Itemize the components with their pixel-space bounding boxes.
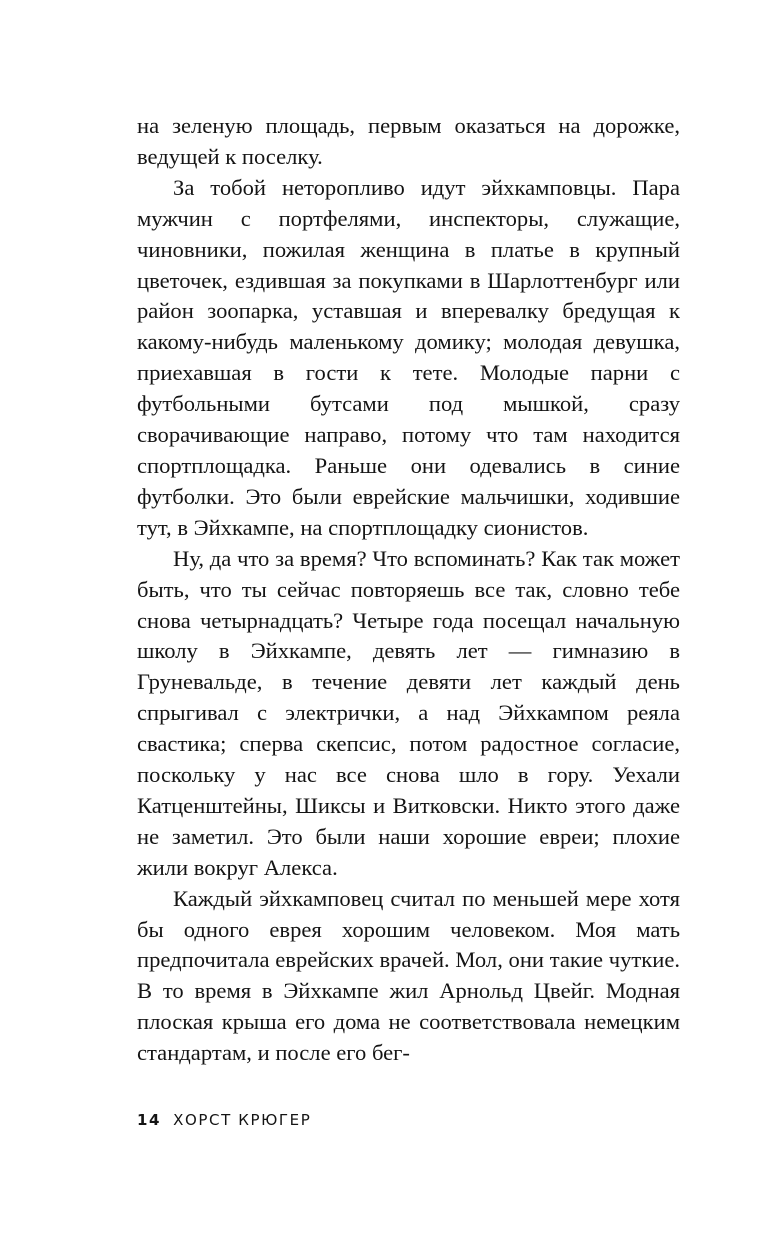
page-number: 14 (137, 1111, 162, 1129)
page-footer (137, 1111, 311, 1129)
page-body (137, 111, 680, 1069)
paragraph: на зеленую площадь, первым оказаться на дорожке, ведущей к поселку. (137, 113, 680, 169)
paragraph: Каждый эйхкамповец считал по меньшей мере хотя бы одного еврея хорошим человеком. Моя мать предпочитала еврейских врачей. Мол, они такие чуткие. В то время в Эйхкампе жил Арнольд Цвейг. Модная плоская крыша его дома не соответствовала немецким стандартам, и после его бег- (137, 885, 680, 1066)
paragraph: За тобой неторопливо идут эйхкамповцы. Пара мужчин с портфелями, инспекторы, служащие, чиновники, пожилая женщина в платье в крупный цветочек, ездившая за покупками в Шарлоттенбург или район зоопарка, уставшая и вперевалку бредущая к какому-нибудь маленькому домику; молодая девушка, приехавшая в гости к тете. Молодые парни с футбольными бутсами под мышкой, сразу сворачивающие направо, потому что там находится спортплощадка. Раньше они одевались в синие футболки. Это были еврейские мальчишки, ходившие тут, в Эйхкампе, на спортплощадку сионистов. (137, 174, 680, 540)
paragraph: Ну, да что за время? Что вспоминать? Как так может быть, что ты сейчас повторяешь все так, словно тебе снова четырнадцать? Четыре года посещал начальную школу в Эйхкампе, девять лет — гимназию в Груневальде, в течение девяти лет каждый день спрыгивал с электрички, а над Эйхкампом реяла свастика; сперва скепсис, потом радостное согласие, поскольку у нас все снова шло в гору. Уехали Катценштейны, Шиксы и Витковски. Никто этого даже не заметил. Это были наши хорошие евреи; плохие жили вокруг Алекса. (137, 545, 680, 880)
running-head: ХОРСТ КРЮГЕР (173, 1111, 312, 1129)
